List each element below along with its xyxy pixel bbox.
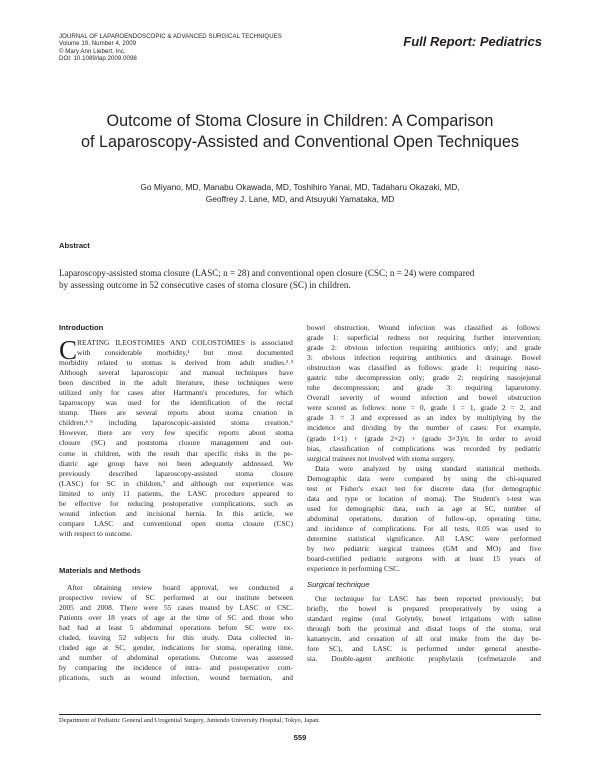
intro-line: limited to only 11 patients, the LASC procedure appeared to (59, 488, 293, 498)
rc-line: by two pediatric surgical trainees (GM and MO) and five (307, 544, 541, 554)
rc-line: gastric tube decompression only; grade 2: requiring nasojejunal (307, 373, 541, 383)
report-type: Full Report: Pediatrics (403, 34, 542, 49)
rc-line: and incidence of complications. For all tests, 0.05 was used to (307, 523, 541, 533)
rc-line: 3: obvious infection requiring antibiotics and drainage. Bowel (307, 353, 541, 363)
rc-line: fore SC), and LASC is performed under general anesthe- (307, 644, 541, 654)
intro-line: wound infection and incisional hernia. In this article, we (59, 508, 293, 518)
rc-line: data and type or location of stoma). The Student's t-test was (307, 493, 541, 503)
rc-line: sia. Double-agent antibiotic prophylaxis (cefmetazole and (307, 654, 541, 664)
rc-line: through both the proximal and distal loops of the stoma, oral (307, 624, 541, 634)
intro-line: (LASC) for SC in children,⁷ and although our experience was (59, 478, 293, 488)
intro-line: Although several laparoscopic and manual techniques have (59, 368, 293, 378)
title-line: Outcome of Stoma Closure in Children: A Comparison (106, 112, 494, 130)
intro-line: come in children, with the result that specific risks in the pe- (59, 448, 293, 458)
methods-line: Patients over 18 years of age at the time of SC and those who (59, 613, 293, 623)
intro-line: laparoscopy was used for the identification of the rectal (59, 398, 293, 408)
rc-line: determine statistical significance. All LASC were performed (307, 533, 541, 543)
footnote-divider (59, 714, 541, 715)
abstract-heading: Abstract (59, 241, 90, 250)
intro-line: compare LASC and conventional open stoma closure (CSC) (59, 518, 293, 528)
rc-line: obstruction was classified as follows: grade 1: requiring naso- (307, 363, 541, 373)
methods-line: plications, such as wound infection, wound herniation, and (59, 673, 293, 683)
methods-body (59, 583, 293, 683)
rc-line: board-certified pediatric surgeons with at least 15 years of (307, 554, 541, 564)
introduction-body (59, 335, 293, 539)
methods-line: 2005 and 2008. There were 55 cases treated by LASC or CSC. (59, 603, 293, 613)
rc-line: were scored as follows: none = 0, grade 1 = 1, grade 2 = 2, and (307, 403, 541, 413)
abstract-body (59, 267, 541, 291)
rc-line: used for demographic data, such as age at SC, number of (307, 503, 541, 513)
surgical-technique-heading: Surgical technique (307, 580, 370, 590)
journal-info (59, 33, 282, 63)
rc-line: Overall severity of wound infection and bowel obstruction (307, 393, 541, 403)
rc-line: bias, classification of complications was recorded by pediatric (307, 443, 541, 453)
intro-line: REATING ILEOSTOMIES AND COLOSTOMIES is associated (77, 338, 293, 347)
methods-line: cluded age at SC, gender, indications for stoma, operating time, (59, 643, 293, 653)
abstract-line: Laparoscopy-assisted stoma closure (LASC; n = 28) and conventional open closure (CSC; n = 24) were compared (59, 268, 475, 278)
methods-line: had had at least 5 abdominal operations before SC were ex- (59, 623, 293, 633)
rc-line: surgical trainees not involved with stoma surgery. (307, 453, 455, 463)
methods-line: prospective review of SC performed at our institute between (59, 593, 293, 603)
intro-line: previously described laparoscopy-assisted stoma closure (59, 468, 293, 478)
intro-line: closure (SC) and poststoma closure management and out- (59, 438, 293, 448)
intro-line: children,⁴˒⁵ including laparoscopic-assisted stoma creation.⁶ (59, 418, 293, 428)
rc-line: Demographic data were compared by using the chi-squared (307, 473, 541, 483)
methods-line: After obtaining review board approval, we conducted a (67, 583, 293, 592)
affiliation-footnote: Department of Pediatric General and Urogenital Surgery, Juntendo University Hospital, Tokyo, Japan. (59, 717, 321, 724)
author-line: Geoffrey J. Lane, MD, and Atsuyuki Yamataka, MD (205, 194, 395, 204)
rc-line: grade 3 = 3 and expressed as an index by multiplying by the (307, 413, 541, 423)
rc-line: experience in performing CSC. (307, 564, 400, 574)
rc-line: incidence and dividing by the number of cases: For example, (307, 423, 541, 433)
drop-cap: C (59, 335, 78, 365)
introduction-heading: Introduction (59, 323, 104, 332)
rc-line: abdominal operations, duration of follow-up, operating time, (307, 513, 541, 523)
page-number: 559 (293, 733, 307, 742)
intro-line: been described in the adult literature, these techniques were (59, 378, 293, 388)
article-title (0, 111, 600, 152)
methods-heading: Materials and Methods (59, 566, 141, 575)
intro-line: However, there are very few specific reports about stoma (59, 428, 293, 438)
methods-line: by comparing the incidence of intra- and postoperative com- (59, 663, 293, 673)
intro-first-lines (59, 338, 293, 358)
journal-publisher: © Mary Ann Liebert, Inc. (59, 47, 126, 55)
rc-line: bowel obstruction. Wound infection was classified as follows: (307, 323, 541, 332)
methods-line: cluded, leaving 52 subjects for this study. Data collected in- (59, 633, 293, 643)
journal-doi: DOI: 10.1089/lap.2009.0098 (59, 55, 137, 63)
abstract-line: by assessing outcome in 52 consecutive cases of stoma closure (SC) in children. (59, 280, 351, 291)
intro-line: morbidity related to stomas is derived from adult studies.²˒³ (59, 358, 293, 368)
rc-line: briefly, the bowel is prepared preoperatively by using a (307, 604, 541, 614)
author-list (0, 181, 600, 205)
rc-line: standard regime (oral Golytely, bowel irrigations with saline (307, 614, 541, 624)
rc-line: test or Fisher's exact test for discrete data (for demographic (307, 483, 541, 493)
rc-line: Our technique for LASC has been reported previously; but (315, 594, 541, 604)
intro-line: stump. There are several reports about stoma creation in (59, 408, 293, 418)
methods-line: and number of abdominal operations. Outcome was assessed (59, 653, 293, 663)
rc-line: tube decompression; and grade 3: requiring laparotomy. (307, 383, 541, 393)
intro-line: with considerable morbidity,¹ but most documented (77, 348, 293, 358)
right-column-body (307, 323, 541, 665)
intro-line: be effective for reducing postoperative complications, such as (59, 498, 293, 508)
title-line: of Laparoscopy-Assisted and Conventional Open Techniques (81, 132, 519, 151)
journal-name: JOURNAL OF LAPAROENDOSCOPIC & ADVANCED SURGICAL TECHNIQUES (59, 33, 282, 40)
intro-line: diatric age group have not been adequately addressed. We (59, 458, 293, 468)
rc-line: Data were analyzed by using standard statistical methods. (315, 463, 541, 473)
intro-line: utilized only for cases after Hartmann's procedures, for which (59, 388, 293, 398)
journal-volume: Volume 19, Number 4, 2009 (59, 40, 137, 48)
rc-line: grade 2: obvious infection requiring antibiotics only; and grade (307, 343, 541, 353)
rc-line: grade 1: superficial redness not requiring further intervention; (307, 333, 541, 343)
rc-line: (grade 1×1) + (grade 2×2) + (grade 3×3)/n. In order to avoid (307, 433, 541, 443)
rc-line: kanamycin, and cessation of all oral intake from the day be- (307, 634, 541, 644)
intro-line: with respect to outcome. (59, 528, 133, 538)
author-line: Go Miyano, MD, Manabu Okawada, MD, Toshihiro Yanai, MD, Tadaharu Okazaki, MD, (140, 182, 460, 192)
